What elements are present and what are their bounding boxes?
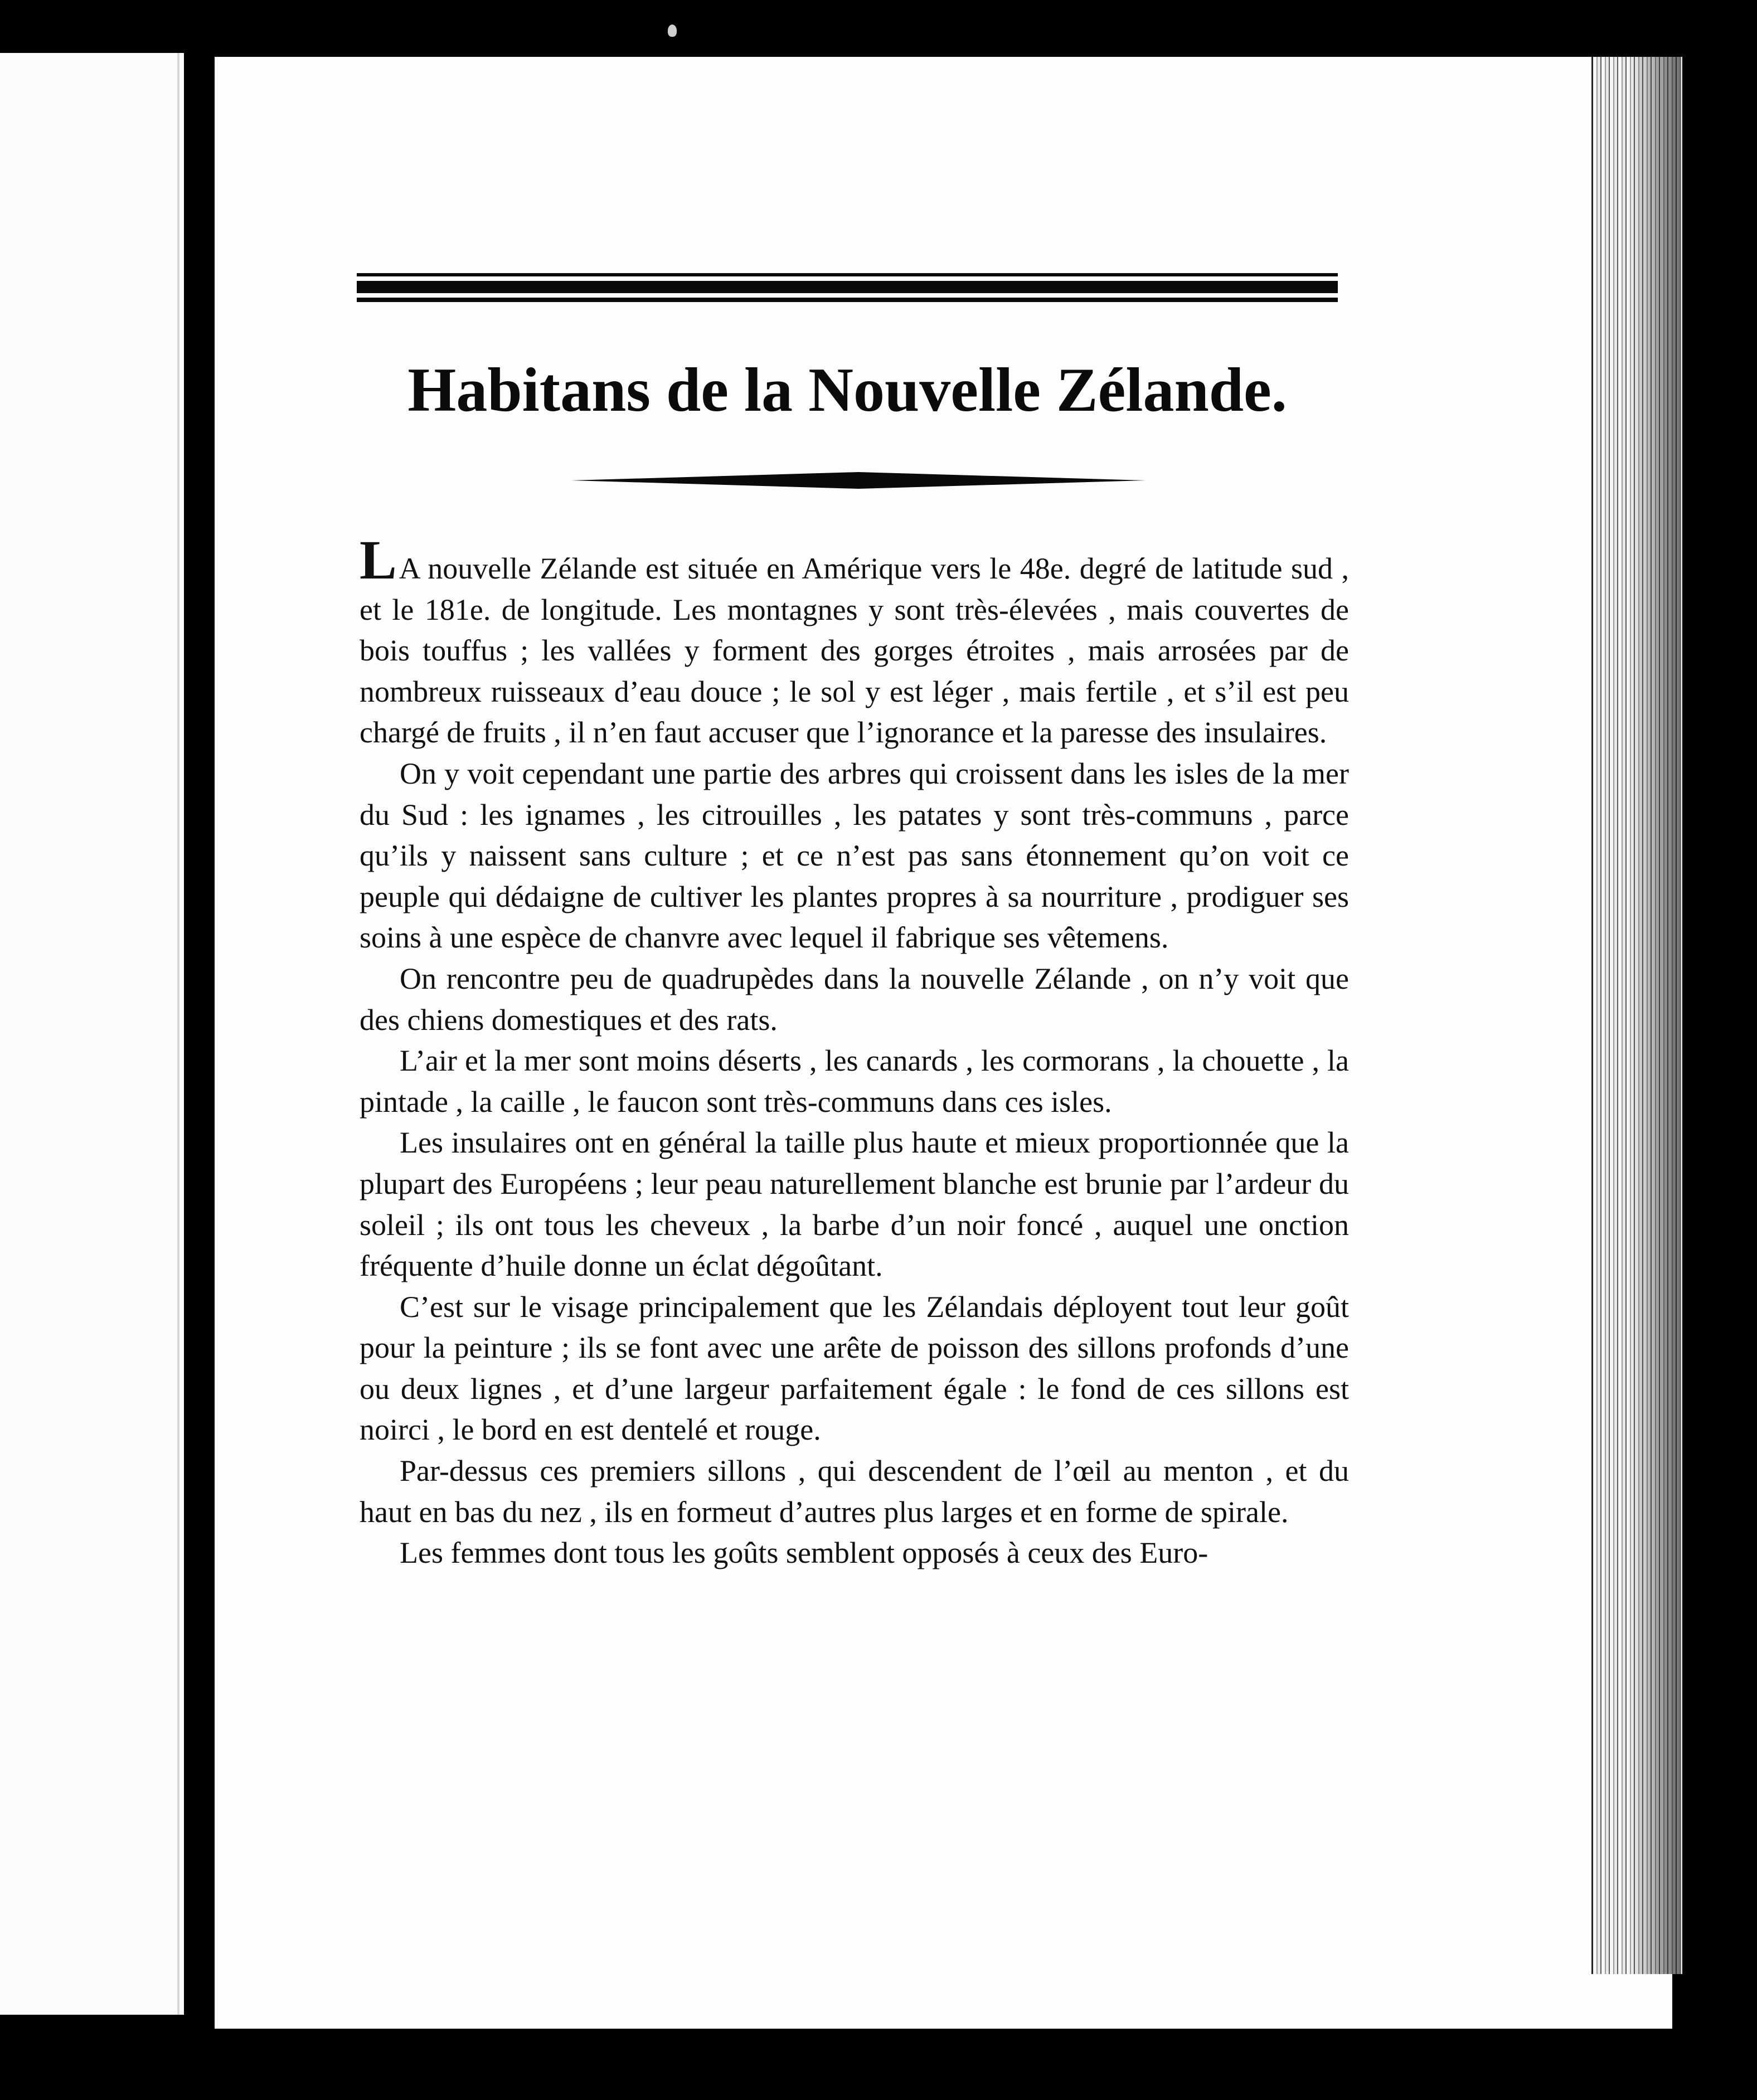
paragraph-6: C’est sur le visage principalement que les Zélandais déployent tout leur goût pour la peinture ; ils se font avec une arête de poisson des sillons profonds d’une ou deux lignes , et d’une largeur parfaitement égale : le fond de ces sillons est noirci , le bord en est dentelé et rouge. [360, 1290, 1349, 1447]
paragraph-3: On rencontre peu de quadrupèdes dans la nouvelle Zélande , on n’y voit que des chiens domestiques et des rats. [360, 961, 1349, 1037]
tapered-title-rule [571, 471, 1146, 490]
body-text [360, 529, 1349, 1574]
drop-cap: L [360, 529, 397, 591]
facing-page-left [0, 53, 184, 2015]
paragraph-5: Les insulaires ont en général la taille plus haute et mieux proportionnée que la plupart des Européens ; leur peau naturellement blanche est brunie par l’ardeur du soleil ; ils ont tous les cheveux , la barbe d’un noir foncé , auquel une onction fréquente d’huile donne un éclat dégoûtant. [360, 1126, 1349, 1283]
facing-page-edge [177, 53, 179, 2015]
scan-mark [668, 25, 677, 37]
paragraph-8: Les femmes dont tous les goûts semblent opposés à ceux des Euro- [400, 1536, 1208, 1570]
page-edges-shadow [1633, 57, 1681, 1974]
paragraph-7: Par-dessus ces premiers sillons , qui descendent de l’œil au menton , et du haut en bas du nez , ils en formeut d’autres plus larges et en forme de spirale. [360, 1454, 1349, 1529]
page-title: Habitans de la Nouvelle Zélande. [407, 356, 1287, 425]
ornamental-top-rule [357, 273, 1338, 305]
paragraph-2: On y voit cependant une partie des arbres qui croissent dans les isles de la mer du Sud : les ignames , les citrouilles , les patates y sont très-communs , parce qu’ils y naissent sans culture ; et ce n’est pas sans étonnement qu’on voit ce peuple qui dédaigne de cultiver les plantes propres à sa nourriture , prodiguer ses soins à une espèce de chanvre avec lequel il fabrique ses vêtemens. [360, 756, 1349, 955]
paragraph-4: L’air et la mer sont moins déserts , les canards , les cormorans , la chouette , la pintade , la caille , le faucon sont très-communs dans ces isles. [360, 1044, 1349, 1119]
paragraph-1-text: A nouvelle Zélande est située en Amérique vers le 48e. degré de latitude sud , et le 181e. de longitude. Les montagnes y sont très-élevées , mais couvertes de bois touffus ; les vallées y forment des gorges étroites , mais arrosées par de nombreux ruisseaux d’eau douce ; le sol y est léger , mais fertile , et s’il est peu chargé de fruits , il n’en faut accuser que l’ignorance et la paresse des insulaires. [360, 552, 1349, 750]
paragraph-1 [360, 529, 1349, 754]
